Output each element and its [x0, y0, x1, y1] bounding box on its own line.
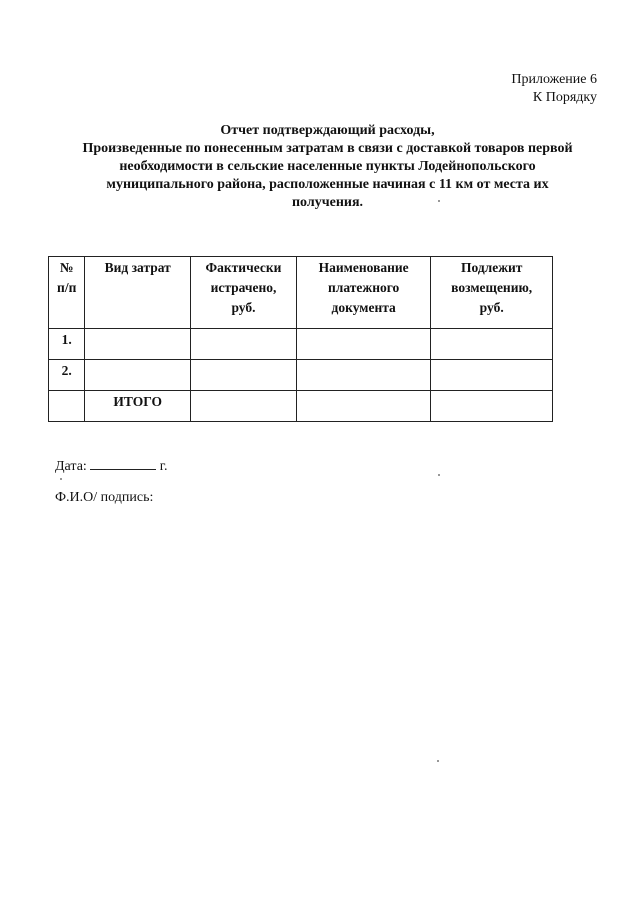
title-line-2: Произведенные по понесенным затратам в связи с доставкой товаров первой	[82, 141, 573, 156]
payment-document-cell[interactable]	[296, 360, 430, 391]
scan-speck	[60, 478, 62, 480]
expense-type-cell[interactable]	[85, 360, 191, 391]
appendix-reference: К Порядку	[532, 90, 597, 105]
refund-amount-cell[interactable]	[431, 329, 553, 360]
total-row	[49, 391, 553, 422]
signature-label: Ф.И.О/ подпись:	[55, 490, 154, 505]
expense-report-table	[48, 256, 553, 422]
spent-amount-cell[interactable]	[191, 360, 297, 391]
date-suffix: г.	[159, 459, 168, 474]
header-expense-type: Вид затрат	[85, 257, 191, 329]
row-number: 1.	[49, 329, 85, 360]
expense-type-cell[interactable]	[85, 329, 191, 360]
report-title	[50, 122, 605, 212]
total-label: ИТОГО	[85, 391, 191, 422]
header-payment-document: Наименование платежного документа	[296, 257, 430, 329]
title-line-5: получения.	[291, 195, 364, 210]
table-header-row	[49, 257, 553, 329]
date-blank[interactable]	[90, 455, 156, 470]
scan-speck	[437, 760, 439, 762]
refund-amount-cell[interactable]	[431, 360, 553, 391]
spent-amount-cell[interactable]	[191, 329, 297, 360]
title-line-3: необходимости в сельские населенные пункты Лодейнопольского	[119, 159, 536, 174]
total-refund-cell[interactable]	[431, 391, 553, 422]
title-line-1: Отчет подтверждающий расходы,	[220, 123, 435, 138]
total-document-cell[interactable]	[296, 391, 430, 422]
date-label: Дата:	[55, 459, 87, 474]
header-num: № п/п	[49, 257, 85, 329]
appendix-note	[511, 71, 597, 107]
payment-document-cell[interactable]	[296, 329, 430, 360]
total-spent-cell[interactable]	[191, 391, 297, 422]
date-field	[55, 455, 167, 476]
row-number	[49, 391, 85, 422]
signature-field	[55, 489, 153, 507]
row-number: 2.	[49, 360, 85, 391]
table-row	[49, 329, 553, 360]
title-line-4: муниципального района, расположенные начиная с 11 км от места их	[106, 177, 549, 192]
table-row	[49, 360, 553, 391]
appendix-number: Приложение 6	[511, 72, 597, 87]
scan-speck	[438, 200, 440, 202]
header-refundable: Подлежит возмещению, руб.	[431, 257, 553, 329]
header-actually-spent: Фактически истрачено, руб.	[191, 257, 297, 329]
scan-speck	[438, 474, 440, 476]
